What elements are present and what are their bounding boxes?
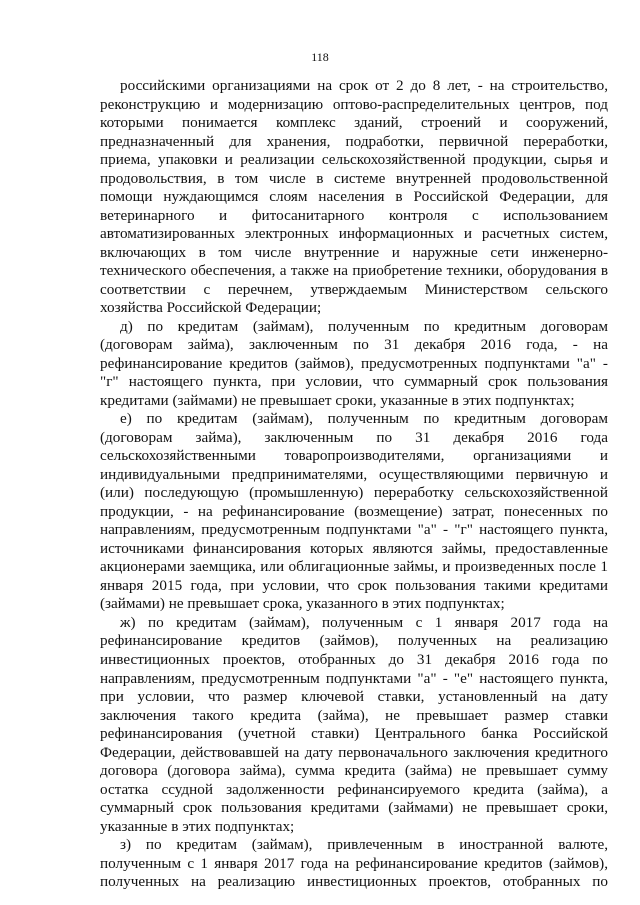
text-line: источниками финансирования которых являются займы, предоставленные bbox=[100, 539, 608, 557]
text-line: индивидуальными предпринимателями, осуществляющими первичную и bbox=[100, 465, 608, 483]
text-line: которыми понимается комплекс зданий, строений и сооружений, bbox=[100, 114, 608, 132]
text-line: помощи нуждающимся слоям населения в Российской Федерации, для bbox=[100, 188, 608, 206]
text-line: полученным с 1 января 2017 года на рефинансирование кредитов (займов), bbox=[100, 854, 608, 872]
text-line: полученных на реализацию инвестиционных проектов, отобранных по bbox=[100, 873, 608, 891]
text-line: продукции, - на рефинансирование (возмещение) затрат, понесенных по bbox=[100, 502, 608, 520]
text-line: автоматизированных электронных информационных и расчетных систем, bbox=[100, 225, 608, 243]
text-line: з) по кредитам (займам), привлеченным в иностранной валюте, bbox=[120, 836, 608, 854]
text-line: акционерами заемщика, или облигационные займы, и произведенных после 1 bbox=[100, 558, 608, 576]
text-line: договора (договора займа), сумма кредита (займа) не превышает сумму bbox=[100, 762, 608, 780]
text-line: ж) по кредитам (займам), полученным с 1 января 2017 года на bbox=[120, 613, 608, 631]
text-line: указанные в этих подпунктах; bbox=[100, 817, 295, 835]
text-line: заключения такого кредита (займа), не превышает размер ставки bbox=[100, 706, 608, 724]
page-number: 118 bbox=[311, 50, 329, 64]
text-line: суммарный срок пользования кредитами (займами) не превышает сроки, bbox=[100, 799, 608, 817]
text-line: д) по кредитам (займам), полученным по кредитным договорам bbox=[120, 317, 608, 335]
text-line: направлениям, предусмотренным подпунктами "а" - "е" настоящего пункта, bbox=[100, 669, 608, 687]
text-line: "г" настоящего пункта, при условии, что суммарный срок пользования bbox=[100, 373, 608, 391]
text-line: рефинансирования (учетной ставки) Центрального банка Российской bbox=[100, 725, 608, 743]
text-line: (договорам займа), заключенным по 31 декабря 2016 года, - на bbox=[100, 336, 608, 354]
text-line: (займами) не превышает срока, указанного в этих подпунктах; bbox=[100, 595, 505, 613]
text-line: остатка ссудной задолженности рефинансируемого кредита (займа), а bbox=[100, 780, 608, 798]
text-line: рефинансирование кредитов (займов), предусмотренных подпунктами "а" - bbox=[100, 354, 608, 372]
text-line: приема, упаковки и реализации сельскохозяйственной продукции, сырья и bbox=[100, 151, 608, 169]
text-line: предназначенный для хранения, подработки, первичной переработки, bbox=[100, 132, 608, 150]
text-line: хозяйства Российской Федерации; bbox=[100, 299, 322, 317]
text-line: ветеринарного и фитосанитарного контроля с использованием bbox=[100, 206, 608, 224]
text-line: рефинансирование кредитов (займов), полученных на реализацию bbox=[100, 632, 608, 650]
text-line: Федерации, действовавшей на дату первоначального заключения кредитного bbox=[100, 743, 608, 761]
text-line: при условии, что размер ключевой ставки, установленный на дату bbox=[100, 688, 608, 706]
text-line: инвестиционных проектов, отобранных до 31 декабря 2016 года по bbox=[100, 650, 608, 668]
text-line: (договорам займа), заключенным по 31 декабря 2016 года bbox=[100, 428, 608, 446]
text-line: кредитами (займами) не превышает сроки, указанные в этих подпунктах; bbox=[100, 391, 575, 409]
text-line: января 2015 года, при условии, что срок пользования такими кредитами bbox=[100, 576, 608, 594]
text-line: включающих в том числе внутренние и наружные сети инженерно- bbox=[100, 243, 608, 261]
text-line: направлениям, предусмотренным подпунктами "а" - "г" настоящего пункта, bbox=[100, 521, 608, 539]
text-line: сельскохозяйственными товаропроизводителями, организациями и bbox=[100, 447, 608, 465]
text-line: технического обеспечения, а также на приобретение техники, оборудования в bbox=[100, 262, 608, 280]
text-line: (или) последующую (промышленную) переработку сельскохозяйственной bbox=[100, 484, 608, 502]
text-line: продовольствия, в том числе в системе внутренней продовольственной bbox=[100, 169, 608, 187]
text-line: реконструкцию и модернизацию оптово-распределительных центров, под bbox=[100, 95, 608, 113]
text-line: е) по кредитам (займам), полученным по кредитным договорам bbox=[120, 410, 608, 428]
text-line: российскими организациями на срок от 2 до 8 лет, - на строительство, bbox=[120, 77, 608, 94]
body-text bbox=[100, 77, 608, 892]
text-line: соответствии с перечнем, утверждаемым Министерством сельского bbox=[100, 280, 608, 298]
